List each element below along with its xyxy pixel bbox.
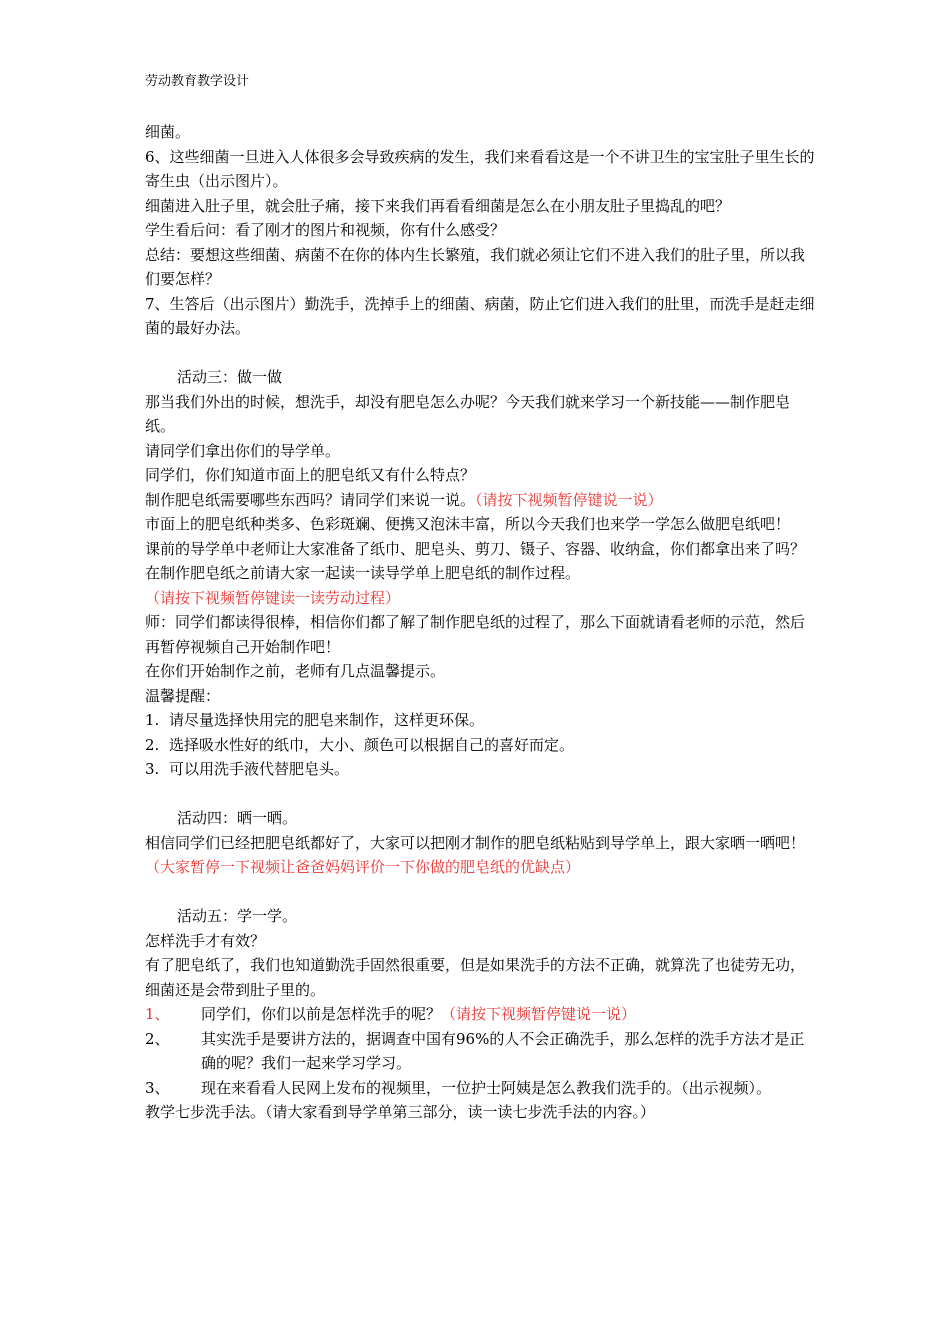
activity3-heading: 活动三：做一做	[177, 368, 283, 386]
numbered-item	[145, 1027, 817, 1076]
item-number: 1、	[145, 1005, 170, 1023]
pause-instruction: （请按下视频暂停键读一读劳动过程）	[145, 588, 401, 607]
activity5-heading: 活动五：学一学。	[177, 907, 298, 925]
item-text: 其实洗手是要讲方法的，据调查中国有96%的人不会正确洗手，那么怎样的洗手方法才是正确的呢？我们一起来学习学习。	[201, 1029, 805, 1072]
tip-number: 3.	[145, 760, 160, 778]
paragraph: 市面上的肥皂纸种类多、色彩斑斓、便携又泡沫丰富，所以今天我们也来学一学怎么做肥皂纸吧！	[145, 515, 791, 533]
paragraph: 在你们开始制作之前，老师有几点温馨提示。	[145, 662, 446, 680]
paragraph: 课前的导学单中老师让大家准备了纸巾、肥皂头、剪刀、镊子、容器、收纳盒，你们都拿出来了吗？	[145, 539, 806, 558]
activity4-heading: 活动四：晒一晒。	[177, 809, 298, 827]
item-text-main: 同学们，你们以前是怎样洗手的呢？	[201, 1005, 442, 1023]
paragraph: 总结：要想这些细菌、病菌不在你的体内生长繁殖，我们就必须让它们不进入我们的肚子里，所以我们要怎样？	[145, 245, 806, 288]
paragraph: 7、生答后（出示图片）勤洗手，洗掉手上的细菌、病菌，防止它们进入我们的肚里，而洗手是赶走细菌的最好办法。	[145, 294, 815, 337]
paragraph: 在制作肥皂纸之前请大家一起读一读导学单上肥皂纸的制作过程。	[145, 564, 581, 582]
paragraph: 请同学们拿出你们的导学单。	[145, 441, 341, 460]
tip-item	[145, 708, 817, 733]
paragraph	[145, 831, 817, 880]
page-header: 劳动教育教学设计	[145, 74, 250, 89]
numbered-item	[145, 1002, 817, 1027]
paragraph-text: 相信同学们已经把肥皂纸都好了，大家可以把刚才制作的肥皂纸粘贴到导学单上，跟大家晒一晒吧！	[145, 833, 806, 852]
tips-title: 温馨提醒：	[145, 686, 221, 705]
paragraph: 细菌。	[145, 123, 191, 141]
paragraph-text: 制作肥皂纸需要哪些东西吗？请同学们来说一说。	[145, 490, 476, 509]
document-body	[145, 120, 817, 1125]
paragraph: 怎样洗手才有效？	[145, 931, 266, 950]
tip-item	[145, 757, 817, 782]
tip-number: 1.	[145, 711, 160, 729]
paragraph: 6、这些细菌一旦进入人体很多会导致疾病的发生，我们来看看这是一个不讲卫生的宝宝肚子里生长的寄生虫（出示图片）。	[145, 147, 815, 190]
paragraph	[145, 488, 817, 513]
item-text: 现在来看看人民网上发布的视频里，一位护士阿姨是怎么教我们洗手的。（出示视频）。	[201, 1078, 772, 1097]
paragraph: 细菌进入肚子里，就会肚子痛，接下来我们再看看细菌是怎么在小朋友肚子里捣乱的吧？	[145, 196, 731, 215]
tip-text: 可以用洗手液代替肥皂头。	[169, 760, 350, 778]
pause-instruction: （请按下视频暂停键说一说）	[475, 490, 663, 509]
paragraph: 学生看后问：看了刚才的图片和视频，你有什么感受？	[145, 221, 506, 239]
paragraph: 师：同学们都读得很棒，相信你们都了解了制作肥皂纸的过程了，那么下面就请看老师的示范，然后再暂停视频自己开始制作吧！	[145, 613, 806, 656]
pause-instruction: （请按下视频暂停键说一说）	[441, 1005, 637, 1023]
pause-instruction: （大家暂停一下视频让爸爸妈妈评价一下你做的肥皂纸的优缺点）	[145, 858, 581, 876]
item-text	[201, 1002, 636, 1027]
tip-text: 选择吸水性好的纸巾，大小、颜色可以根据自己的喜好而定。	[169, 735, 575, 754]
paragraph: 那当我们外出的时候，想洗手，却没有肥皂怎么办呢？今天我们就来学习一个新技能——制作肥皂纸。	[145, 392, 791, 435]
paragraph: 教学七步洗手法。（请大家看到导学单第三部分，读一读七步洗手法的内容。）	[145, 1103, 656, 1121]
paragraph: 有了肥皂纸了，我们也知道勤洗手固然很重要，但是如果洗手的方法不正确，就算洗了也徒劳无功，细菌还是会带到肚子里的。	[145, 956, 806, 999]
item-number: 3、	[145, 1078, 170, 1097]
numbered-item	[145, 1076, 817, 1101]
tip-text: 请尽量选择快用完的肥皂来制作，这样更环保。	[169, 711, 485, 729]
item-number: 2、	[145, 1029, 170, 1048]
tip-item	[145, 733, 817, 758]
tip-number: 2.	[145, 735, 160, 754]
paragraph: 同学们，你们知道市面上的肥皂纸又有什么特点？	[145, 466, 476, 484]
